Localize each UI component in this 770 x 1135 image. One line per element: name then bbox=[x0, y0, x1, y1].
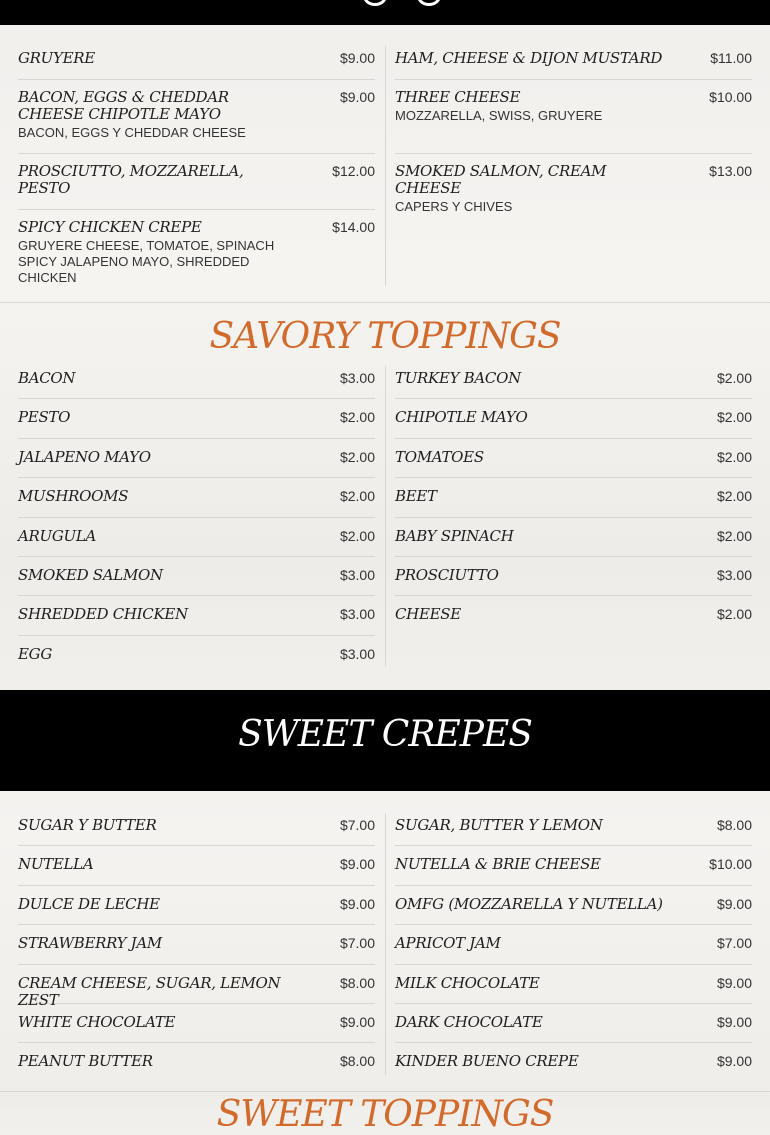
item-description: MOZZARELLA, SWISS, GRUYERE bbox=[395, 108, 603, 123]
menu-item bbox=[395, 518, 752, 557]
item-price: $3.00 bbox=[339, 566, 375, 583]
item-name: APRICOT JAM bbox=[395, 934, 501, 953]
item-price: $7.00 bbox=[716, 935, 752, 952]
menu-item bbox=[18, 813, 375, 846]
sweet-crepes-left-column bbox=[18, 813, 375, 1083]
item-name: BABY SPINACH bbox=[395, 526, 514, 545]
item-description: BACON, EGGS Y CHEDDAR CHEESE bbox=[18, 125, 246, 140]
item-name: JALAPENO MAYO bbox=[18, 447, 151, 466]
item-name: DARK CHOCOLATE bbox=[395, 1012, 543, 1031]
item-name: DULCE DE LECHE bbox=[18, 894, 160, 913]
item-price: $9.00 bbox=[339, 1013, 375, 1030]
item-price: $8.00 bbox=[339, 1053, 375, 1070]
savory-crepes-section bbox=[0, 46, 770, 286]
item-name: SUGAR Y BUTTER bbox=[18, 816, 157, 834]
sweet-toppings-title-text: SWEET TOPPINGS bbox=[216, 1094, 554, 1135]
item-name: SMOKED SALMON, CREAM CHEESE bbox=[395, 162, 607, 197]
item-price: $8.00 bbox=[716, 817, 752, 833]
item-name: CREAM CHEESE, SUGAR, LEMON ZEST bbox=[18, 973, 281, 1009]
item-price: $2.00 bbox=[716, 606, 752, 623]
item-price: $2.00 bbox=[339, 448, 375, 465]
menu-item bbox=[18, 846, 375, 885]
menu-item bbox=[18, 210, 375, 300]
item-price: $10.00 bbox=[709, 89, 752, 105]
item-name: EGG bbox=[18, 644, 53, 663]
item-price: $2.00 bbox=[339, 527, 375, 544]
savory-toppings-right-column bbox=[395, 366, 752, 636]
menu-item bbox=[395, 399, 752, 438]
menu-item bbox=[395, 557, 752, 596]
item-price: $2.00 bbox=[339, 488, 375, 505]
header-ornament bbox=[363, 0, 443, 6]
item-name: OMFG (MOZZARELLA Y NUTELLA) bbox=[395, 894, 663, 913]
menu-item bbox=[395, 813, 752, 846]
item-name: KINDER BUENO CREPE bbox=[395, 1052, 579, 1071]
sweet-crepes-band bbox=[0, 690, 770, 791]
menu-item bbox=[18, 557, 375, 596]
item-price: $2.00 bbox=[716, 488, 752, 505]
item-name: SHREDDED CHICKEN bbox=[18, 605, 188, 624]
item-name: ARUGULA bbox=[18, 526, 97, 545]
item-price: $9.00 bbox=[339, 89, 375, 105]
item-price: $9.00 bbox=[339, 856, 375, 873]
item-price: $2.00 bbox=[716, 370, 752, 386]
menu-item bbox=[18, 965, 375, 1009]
item-price: $9.00 bbox=[716, 1013, 752, 1030]
item-name: MUSHROOMS bbox=[18, 487, 129, 506]
item-name: HAM, CHEESE & DIJON MUSTARD bbox=[395, 49, 663, 67]
item-name: NUTELLA bbox=[18, 855, 94, 874]
item-name: SMOKED SALMON bbox=[18, 565, 163, 584]
menu-item bbox=[18, 80, 375, 154]
item-name: GRUYERE bbox=[18, 49, 95, 67]
item-price: $2.00 bbox=[339, 409, 375, 426]
item-price: $14.00 bbox=[332, 219, 375, 235]
sweet-crepes-title: SWEET CREPES bbox=[238, 714, 532, 755]
item-price: $2.00 bbox=[716, 527, 752, 544]
item-price: $9.00 bbox=[339, 50, 375, 66]
item-price: $9.00 bbox=[339, 895, 375, 912]
sweet-crepes-section bbox=[0, 813, 770, 1075]
menu-item bbox=[18, 925, 375, 964]
savory-crepes-right-column bbox=[395, 46, 752, 214]
item-name: BEET bbox=[395, 487, 437, 506]
item-name: STRAWBERRY JAM bbox=[18, 934, 162, 953]
menu-item bbox=[395, 80, 752, 154]
menu-item bbox=[395, 478, 752, 517]
column-divider bbox=[385, 813, 386, 1075]
item-price: $7.00 bbox=[339, 935, 375, 952]
menu-item bbox=[395, 925, 752, 964]
top-header-band bbox=[0, 0, 770, 25]
item-name: BACON bbox=[18, 369, 76, 387]
column-divider bbox=[385, 366, 386, 666]
savory-toppings-title: SAVORY TOPPINGS bbox=[209, 316, 561, 357]
item-price: $3.00 bbox=[339, 370, 375, 386]
item-price: $9.00 bbox=[716, 974, 752, 991]
menu-item bbox=[395, 846, 752, 885]
item-price: $9.00 bbox=[716, 895, 752, 912]
item-price: $9.00 bbox=[716, 1053, 752, 1070]
menu-item bbox=[18, 46, 375, 80]
menu-item bbox=[395, 1043, 752, 1082]
item-name: PEANUT BUTTER bbox=[18, 1052, 153, 1071]
savory-crepes-left-column bbox=[18, 46, 375, 300]
item-name: CHEESE bbox=[395, 605, 461, 624]
item-price: $7.00 bbox=[339, 817, 375, 833]
item-name: TURKEY BACON bbox=[395, 369, 521, 387]
item-price: $11.00 bbox=[710, 50, 752, 66]
item-name: SUGAR, BUTTER Y LEMON bbox=[395, 816, 603, 834]
menu-item bbox=[395, 1004, 752, 1043]
item-price: $2.00 bbox=[716, 448, 752, 465]
menu-item bbox=[395, 439, 752, 478]
menu-item bbox=[18, 886, 375, 925]
item-name: CHIPOTLE MAYO bbox=[395, 408, 528, 427]
item-price: $8.00 bbox=[339, 974, 375, 991]
item-price: $3.00 bbox=[339, 645, 375, 662]
menu-item bbox=[18, 596, 375, 635]
item-price: $13.00 bbox=[709, 163, 752, 179]
item-name: PESTO bbox=[18, 408, 71, 427]
menu-item bbox=[395, 366, 752, 399]
item-price: $12.00 bbox=[332, 163, 375, 179]
menu-item bbox=[395, 965, 752, 1004]
item-name: WHITE CHOCOLATE bbox=[18, 1012, 176, 1031]
section-divider bbox=[0, 302, 770, 303]
item-name: TOMATOES bbox=[395, 447, 484, 466]
menu-item bbox=[18, 154, 375, 210]
sweet-toppings-title bbox=[0, 1090, 770, 1135]
item-name: THREE CHEESE bbox=[395, 88, 521, 106]
item-name: SPICY CHICKEN CREPE bbox=[18, 218, 202, 236]
menu-item bbox=[18, 1043, 375, 1082]
item-price: $2.00 bbox=[716, 409, 752, 426]
item-name: BACON, EGGS & CHEDDAR CHEESE CHIPOTLE MAYO bbox=[18, 88, 229, 123]
menu-item bbox=[18, 439, 375, 478]
column-divider bbox=[385, 46, 386, 286]
item-name: MILK CHOCOLATE bbox=[395, 973, 540, 992]
item-price: $3.00 bbox=[339, 606, 375, 623]
item-description: GRUYERE CHEESE, TOMATOE, SPINACH SPICY JALAPENO MAYO, SHREDDED CHICKEN bbox=[18, 238, 275, 285]
savory-toppings-section bbox=[0, 366, 770, 666]
item-price: $10.00 bbox=[709, 856, 752, 873]
menu-item bbox=[395, 886, 752, 925]
menu-item bbox=[18, 366, 375, 399]
savory-toppings-left-column bbox=[18, 366, 375, 675]
menu-item bbox=[395, 596, 752, 635]
menu-item bbox=[18, 518, 375, 557]
menu-item bbox=[18, 478, 375, 517]
menu-item bbox=[395, 154, 752, 214]
item-name: NUTELLA & BRIE CHEESE bbox=[395, 855, 601, 874]
menu-item bbox=[18, 636, 375, 675]
menu-item bbox=[18, 1004, 375, 1043]
item-name: PROSCIUTTO, MOZZARELLA, PESTO bbox=[18, 162, 244, 197]
item-price: $3.00 bbox=[716, 566, 752, 583]
item-name: PROSCIUTTO bbox=[395, 565, 499, 584]
item-description: CAPERS Y CHIVES bbox=[395, 199, 513, 214]
sweet-crepes-right-column bbox=[395, 813, 752, 1083]
menu-item bbox=[18, 399, 375, 438]
menu-item bbox=[395, 46, 752, 80]
